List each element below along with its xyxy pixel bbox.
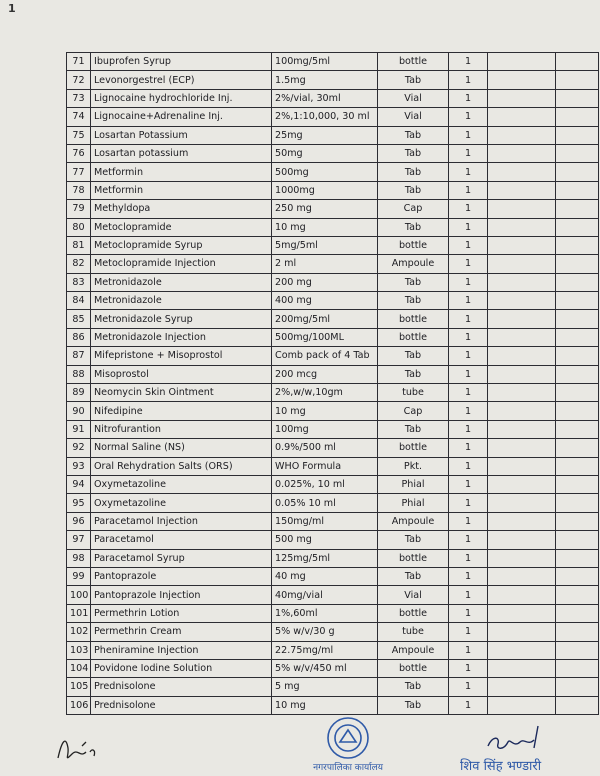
strength-cell: 5mg/5ml [272, 236, 378, 254]
quantity-cell: 1 [449, 659, 488, 677]
unit-cell: Tab [378, 218, 449, 236]
drug-name-cell: Lignocaine+Adrenaline Inj. [91, 108, 272, 126]
unit-cell: Tab [378, 144, 449, 162]
serial-number-cell: 86 [67, 328, 91, 346]
drug-name-cell: Metoclopramide [91, 218, 272, 236]
drug-name-cell: Prednisolone [91, 678, 272, 696]
table-row [67, 567, 599, 585]
strength-cell: 200 mg [272, 273, 378, 291]
strength-cell: Comb pack of 4 Tab [272, 347, 378, 365]
unit-cell: bottle [378, 549, 449, 567]
blank-cell [488, 531, 556, 549]
quantity-cell: 1 [449, 236, 488, 254]
unit-cell: Ampoule [378, 255, 449, 273]
serial-number-cell: 104 [67, 659, 91, 677]
serial-number-cell: 84 [67, 292, 91, 310]
unit-cell: Tab [378, 273, 449, 291]
blank-cell [556, 402, 599, 420]
strength-cell: 5% w/v/450 ml [272, 659, 378, 677]
blank-cell [556, 292, 599, 310]
drug-name-cell: Normal Saline (NS) [91, 439, 272, 457]
blank-cell [488, 255, 556, 273]
drug-name-cell: Metronidazole [91, 273, 272, 291]
table-row [67, 420, 599, 438]
blank-cell [488, 108, 556, 126]
table-row [67, 402, 599, 420]
blank-cell [488, 623, 556, 641]
serial-number-cell: 82 [67, 255, 91, 273]
drug-name-cell: Losartan potassium [91, 144, 272, 162]
seal-text: नगरपालिका कार्यालय [313, 763, 383, 773]
serial-number-cell: 96 [67, 512, 91, 530]
blank-cell [488, 218, 556, 236]
blank-cell [556, 126, 599, 144]
serial-number-cell: 101 [67, 604, 91, 622]
blank-cell [556, 439, 599, 457]
quantity-cell: 1 [449, 512, 488, 530]
drug-name-cell: Levonorgestrel (ECP) [91, 71, 272, 89]
table-row [67, 108, 599, 126]
quantity-cell: 1 [449, 494, 488, 512]
blank-cell [488, 439, 556, 457]
strength-cell: 500mg/100ML [272, 328, 378, 346]
strength-cell: 0.05% 10 ml [272, 494, 378, 512]
strength-cell: 5 mg [272, 678, 378, 696]
blank-cell [556, 678, 599, 696]
blank-cell [488, 475, 556, 493]
unit-cell: Tab [378, 696, 449, 714]
drug-table-body [67, 53, 599, 715]
serial-number-cell: 83 [67, 273, 91, 291]
quantity-cell: 1 [449, 457, 488, 475]
blank-cell [556, 512, 599, 530]
blank-cell [556, 218, 599, 236]
strength-cell: 1%,60ml [272, 604, 378, 622]
blank-cell [556, 420, 599, 438]
drug-name-cell: Permethrin Lotion [91, 604, 272, 622]
strength-cell: 1000mg [272, 181, 378, 199]
drug-name-cell: Oxymetazoline [91, 475, 272, 493]
strength-cell: 2%/vial, 30ml [272, 89, 378, 107]
unit-cell: bottle [378, 439, 449, 457]
strength-cell: 2%,w/w,10gm [272, 384, 378, 402]
serial-number-cell: 94 [67, 475, 91, 493]
blank-cell [556, 659, 599, 677]
blank-cell [556, 457, 599, 475]
blank-cell [488, 181, 556, 199]
table-row [67, 163, 599, 181]
blank-cell [556, 71, 599, 89]
blank-cell [488, 144, 556, 162]
serial-number-cell: 89 [67, 384, 91, 402]
blank-cell [556, 144, 599, 162]
blank-cell [488, 420, 556, 438]
quantity-cell: 1 [449, 126, 488, 144]
quantity-cell: 1 [449, 200, 488, 218]
serial-number-cell: 87 [67, 347, 91, 365]
quantity-cell: 1 [449, 108, 488, 126]
quantity-cell: 1 [449, 181, 488, 199]
drug-name-cell: Permethrin Cream [91, 623, 272, 641]
drug-name-cell: Metformin [91, 181, 272, 199]
drug-name-cell: Misoprostol [91, 365, 272, 383]
unit-cell: Tab [378, 347, 449, 365]
blank-cell [556, 494, 599, 512]
signature-left [52, 728, 112, 768]
quantity-cell: 1 [449, 53, 488, 71]
blank-cell [556, 163, 599, 181]
table-row [67, 181, 599, 199]
blank-cell [556, 475, 599, 493]
unit-cell: bottle [378, 310, 449, 328]
unit-cell: Ampoule [378, 512, 449, 530]
blank-cell [556, 200, 599, 218]
unit-cell: Cap [378, 200, 449, 218]
unit-cell: bottle [378, 236, 449, 254]
strength-cell: 40 mg [272, 567, 378, 585]
unit-cell: Phial [378, 494, 449, 512]
serial-number-cell: 88 [67, 365, 91, 383]
serial-number-cell: 74 [67, 108, 91, 126]
unit-cell: Tab [378, 567, 449, 585]
table-row [67, 200, 599, 218]
quantity-cell: 1 [449, 623, 488, 641]
strength-cell: 50mg [272, 144, 378, 162]
quantity-cell: 1 [449, 696, 488, 714]
unit-cell: bottle [378, 328, 449, 346]
blank-cell [556, 108, 599, 126]
quantity-cell: 1 [449, 402, 488, 420]
strength-cell: 500 mg [272, 531, 378, 549]
serial-number-cell: 85 [67, 310, 91, 328]
unit-cell: Vial [378, 89, 449, 107]
table-row [67, 144, 599, 162]
blank-cell [488, 365, 556, 383]
unit-cell: Tab [378, 71, 449, 89]
blank-cell [556, 641, 599, 659]
serial-number-cell: 100 [67, 586, 91, 604]
unit-cell: Tab [378, 181, 449, 199]
drug-list-sheet [66, 52, 598, 715]
table-row [67, 347, 599, 365]
drug-name-cell: Povidone Iodine Solution [91, 659, 272, 677]
quantity-cell: 1 [449, 641, 488, 659]
strength-cell: 10 mg [272, 696, 378, 714]
unit-cell: Phial [378, 475, 449, 493]
quantity-cell: 1 [449, 384, 488, 402]
quantity-cell: 1 [449, 678, 488, 696]
table-row [67, 457, 599, 475]
unit-cell: Tab [378, 126, 449, 144]
unit-cell: tube [378, 384, 449, 402]
strength-cell: 40mg/vial [272, 586, 378, 604]
quantity-cell: 1 [449, 328, 488, 346]
serial-number-cell: 106 [67, 696, 91, 714]
blank-cell [488, 494, 556, 512]
unit-cell: Vial [378, 108, 449, 126]
unit-cell: Cap [378, 402, 449, 420]
serial-number-cell: 72 [67, 71, 91, 89]
blank-cell [488, 273, 556, 291]
serial-number-cell: 105 [67, 678, 91, 696]
strength-cell: 100mg [272, 420, 378, 438]
unit-cell: Tab [378, 678, 449, 696]
serial-number-cell: 99 [67, 567, 91, 585]
blank-cell [556, 586, 599, 604]
drug-name-cell: Nifedipine [91, 402, 272, 420]
blank-cell [556, 623, 599, 641]
strength-cell: 200 mcg [272, 365, 378, 383]
strength-cell: 22.75mg/ml [272, 641, 378, 659]
blank-cell [488, 678, 556, 696]
blank-cell [488, 310, 556, 328]
blank-cell [488, 347, 556, 365]
serial-number-cell: 76 [67, 144, 91, 162]
quantity-cell: 1 [449, 586, 488, 604]
table-row [67, 328, 599, 346]
blank-cell [488, 384, 556, 402]
blank-cell [556, 53, 599, 71]
strength-cell: 400 mg [272, 292, 378, 310]
blank-cell [556, 236, 599, 254]
serial-number-cell: 103 [67, 641, 91, 659]
quantity-cell: 1 [449, 89, 488, 107]
table-row [67, 641, 599, 659]
table-row [67, 659, 599, 677]
drug-name-cell: Metronidazole Syrup [91, 310, 272, 328]
serial-number-cell: 91 [67, 420, 91, 438]
blank-cell [556, 89, 599, 107]
blank-cell [488, 659, 556, 677]
serial-number-cell: 78 [67, 181, 91, 199]
page-mark: 1 [8, 2, 16, 15]
drug-name-cell: Methyldopa [91, 200, 272, 218]
serial-number-cell: 73 [67, 89, 91, 107]
drug-name-cell: Pantoprazole [91, 567, 272, 585]
drug-name-cell: Ibuprofen Syrup [91, 53, 272, 71]
quantity-cell: 1 [449, 531, 488, 549]
strength-cell: 2 ml [272, 255, 378, 273]
blank-cell [556, 567, 599, 585]
blank-cell [556, 549, 599, 567]
strength-cell: 5% w/v/30 g [272, 623, 378, 641]
municipal-seal [296, 712, 396, 776]
quantity-cell: 1 [449, 420, 488, 438]
serial-number-cell: 95 [67, 494, 91, 512]
blank-cell [556, 384, 599, 402]
strength-cell: 100mg/5ml [272, 53, 378, 71]
serial-number-cell: 79 [67, 200, 91, 218]
strength-cell: 2%,1:10,000, 30 ml [272, 108, 378, 126]
strength-cell: 250 mg [272, 200, 378, 218]
quantity-cell: 1 [449, 273, 488, 291]
table-row [67, 126, 599, 144]
quantity-cell: 1 [449, 292, 488, 310]
blank-cell [556, 328, 599, 346]
unit-cell: Tab [378, 365, 449, 383]
strength-cell: 1.5mg [272, 71, 378, 89]
quantity-cell: 1 [449, 475, 488, 493]
blank-cell [488, 567, 556, 585]
unit-cell: tube [378, 623, 449, 641]
table-row [67, 549, 599, 567]
table-row [67, 365, 599, 383]
table-row [67, 53, 599, 71]
table-row [67, 71, 599, 89]
blank-cell [488, 236, 556, 254]
strength-cell: WHO Formula [272, 457, 378, 475]
unit-cell: Pkt. [378, 457, 449, 475]
serial-number-cell: 102 [67, 623, 91, 641]
serial-number-cell: 77 [67, 163, 91, 181]
blank-cell [556, 604, 599, 622]
drug-name-cell: Mifepristone + Misoprostol [91, 347, 272, 365]
table-row [67, 439, 599, 457]
unit-cell: Vial [378, 586, 449, 604]
quantity-cell: 1 [449, 71, 488, 89]
serial-number-cell: 93 [67, 457, 91, 475]
serial-number-cell: 75 [67, 126, 91, 144]
blank-cell [488, 549, 556, 567]
table-row [67, 475, 599, 493]
quantity-cell: 1 [449, 365, 488, 383]
drug-name-cell: Pantoprazole Injection [91, 586, 272, 604]
table-row [67, 292, 599, 310]
drug-name-cell: Pheniramine Injection [91, 641, 272, 659]
strength-cell: 0.9%/500 ml [272, 439, 378, 457]
drug-name-cell: Paracetamol [91, 531, 272, 549]
blank-cell [488, 641, 556, 659]
blank-cell [556, 310, 599, 328]
unit-cell: bottle [378, 604, 449, 622]
table-row [67, 604, 599, 622]
blank-cell [488, 126, 556, 144]
unit-cell: Tab [378, 531, 449, 549]
table-row [67, 236, 599, 254]
table-row [67, 273, 599, 291]
drug-name-cell: Losartan Potassium [91, 126, 272, 144]
blank-cell [556, 365, 599, 383]
drug-name-cell: Oxymetazoline [91, 494, 272, 512]
drug-name-cell: Oral Rehydration Salts (ORS) [91, 457, 272, 475]
drug-name-cell: Metronidazole [91, 292, 272, 310]
blank-cell [488, 586, 556, 604]
drug-name-cell: Paracetamol Syrup [91, 549, 272, 567]
serial-number-cell: 80 [67, 218, 91, 236]
strength-cell: 200mg/5ml [272, 310, 378, 328]
blank-cell [556, 255, 599, 273]
table-row [67, 623, 599, 641]
table-row [67, 310, 599, 328]
quantity-cell: 1 [449, 347, 488, 365]
blank-cell [488, 328, 556, 346]
blank-cell [488, 89, 556, 107]
table-row [67, 531, 599, 549]
table-row [67, 255, 599, 273]
serial-number-cell: 90 [67, 402, 91, 420]
blank-cell [488, 71, 556, 89]
drug-name-cell: Paracetamol Injection [91, 512, 272, 530]
blank-cell [556, 181, 599, 199]
blank-cell [556, 347, 599, 365]
quantity-cell: 1 [449, 163, 488, 181]
quantity-cell: 1 [449, 604, 488, 622]
blank-cell [556, 531, 599, 549]
table-row [67, 512, 599, 530]
footer-signatures [0, 708, 600, 776]
strength-cell: 10 mg [272, 402, 378, 420]
unit-cell: Tab [378, 420, 449, 438]
strength-cell: 150mg/ml [272, 512, 378, 530]
quantity-cell: 1 [449, 255, 488, 273]
blank-cell [488, 53, 556, 71]
unit-cell: Ampoule [378, 641, 449, 659]
table-row [67, 218, 599, 236]
table-row [67, 586, 599, 604]
table-row [67, 494, 599, 512]
blank-cell [488, 200, 556, 218]
drug-name-cell: Metoclopramide Syrup [91, 236, 272, 254]
drug-name-cell: Neomycin Skin Ointment [91, 384, 272, 402]
quantity-cell: 1 [449, 549, 488, 567]
blank-cell [488, 457, 556, 475]
drug-name-cell: Metronidazole Injection [91, 328, 272, 346]
blank-cell [488, 512, 556, 530]
serial-number-cell: 81 [67, 236, 91, 254]
strength-cell: 25mg [272, 126, 378, 144]
serial-number-cell: 92 [67, 439, 91, 457]
drug-table [66, 52, 599, 715]
quantity-cell: 1 [449, 144, 488, 162]
blank-cell [556, 273, 599, 291]
blank-cell [488, 292, 556, 310]
serial-number-cell: 98 [67, 549, 91, 567]
drug-name-cell: Metoclopramide Injection [91, 255, 272, 273]
signature-right [484, 722, 554, 756]
drug-name-cell: Lignocaine hydrochloride Inj. [91, 89, 272, 107]
strength-cell: 0.025%, 10 ml [272, 475, 378, 493]
drug-name-cell: Prednisolone [91, 696, 272, 714]
unit-cell: bottle [378, 53, 449, 71]
strength-cell: 125mg/5ml [272, 549, 378, 567]
serial-number-cell: 71 [67, 53, 91, 71]
quantity-cell: 1 [449, 310, 488, 328]
table-row [67, 89, 599, 107]
unit-cell: bottle [378, 659, 449, 677]
drug-name-cell: Metformin [91, 163, 272, 181]
blank-cell [488, 402, 556, 420]
quantity-cell: 1 [449, 567, 488, 585]
blank-cell [488, 604, 556, 622]
blank-cell [488, 163, 556, 181]
strength-cell: 10 mg [272, 218, 378, 236]
table-row [67, 384, 599, 402]
unit-cell: Tab [378, 292, 449, 310]
official-name-stamp: शिव सिंह भण्डारी [460, 759, 542, 774]
quantity-cell: 1 [449, 218, 488, 236]
strength-cell: 500mg [272, 163, 378, 181]
serial-number-cell: 97 [67, 531, 91, 549]
unit-cell: Tab [378, 163, 449, 181]
drug-name-cell: Nitrofurantion [91, 420, 272, 438]
quantity-cell: 1 [449, 439, 488, 457]
table-row [67, 678, 599, 696]
